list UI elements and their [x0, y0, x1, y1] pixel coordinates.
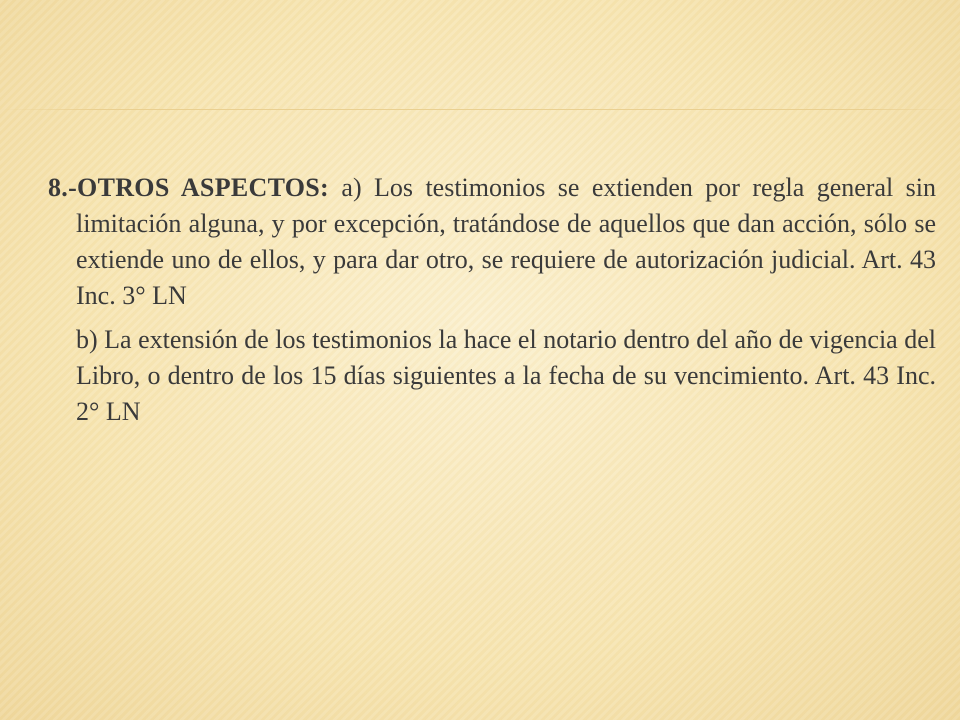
- section-heading: 8.-OTROS ASPECTOS:: [48, 173, 330, 202]
- paragraph-a: [48, 170, 936, 314]
- slide-content: [48, 170, 936, 430]
- paragraph-b: b) La extensión de los testimonios la hace el notario dentro del año de vigencia del Libro, o dentro de los 15 días siguientes a la fecha de su vencimiento. Art. 43 Inc. 2° LN: [76, 325, 936, 426]
- decorative-divider: [0, 109, 960, 110]
- paragraph-a-text: a) Los testimonios se extienden por regla general sin limitación alguna, y por excepción, tratándose de aquellos que dan acción, sólo se extiende uno de ellos, y para dar otro, se requiere de autorización judicial. Art. 43 Inc. 3° LN: [76, 173, 936, 310]
